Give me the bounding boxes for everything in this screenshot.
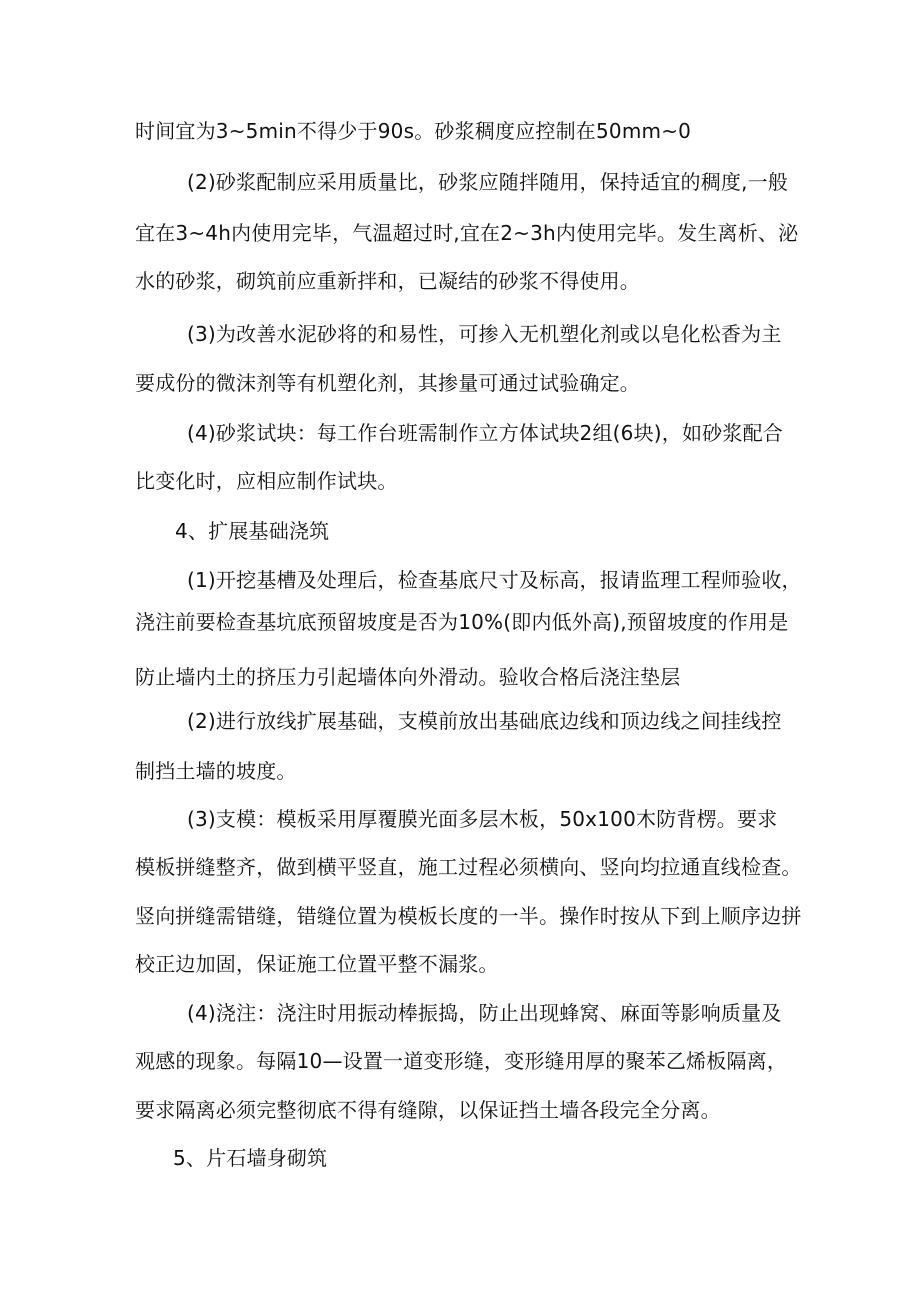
paragraph-line: (4)浇注：浇注时用振动棒振捣，防止出现蜂窝、麻面等影响质量及 [187,1001,782,1025]
paragraph-line: 要求隔离必须完整彻底不得有缝隙，以保证挡土墙各段完全分离。 [135,1098,721,1122]
paragraph-line: 要成份的微沫剂等有机塑化剂，其掺量可通过试验确定。 [135,371,640,395]
paragraph-line: 时间宜为3~5min不得少于90s。砂浆稠度应控制在50mm~0 [135,119,692,143]
paragraph-line: 模板拼缝整齐，做到横平竖直，施工过程必须横向、竖向均拉通直线检查。 [135,855,802,879]
paragraph-line: 浇注前要检查基坑底预留坡度是否为10%(即内低外高),预留坡度的作用是 [135,610,789,634]
paragraph-line: 制挡土墙的坡度。 [135,759,297,783]
paragraph-line: 比变化时，应相应制作试块。 [135,469,398,493]
paragraph-line: 宜在3~4h内使用完毕，气温超过时,宜在2~3h内使用完毕。发生离析、泌 [135,221,799,245]
paragraph-line: (4)砂浆试块：每工作台班需制作立方体试块2组(6块)，如砂浆配合 [187,421,783,445]
paragraph-line: 水的砂浆，砌筑前应重新拌和，已凝结的砂浆不得使用。 [135,269,640,293]
paragraph-line: (3)为改善水泥砂将的和易性，可掺入无机塑化剂或以皂化松香为主 [187,322,782,346]
section-heading: 5、片石墙身砌筑 [173,1146,328,1170]
paragraph-line: (1)开挖基槽及处理后，检查基底尺寸及标高，报请监理工程师验收， [187,568,802,592]
paragraph-line: 校正边加固，保证施工位置平整不漏浆。 [135,952,499,976]
paragraph-line: 观感的现象。每隔10—设置一道变形缝，变形缝用厚的聚苯乙烯板隔离， [135,1049,788,1073]
paragraph-line: 竖向拼缝需错缝，错缝位置为模板长度的一半。操作时按从下到上顺序边拼 [135,904,802,928]
paragraph-line: 防止墙内土的挤压力引起墙体向外滑动。验收合格后浇注垫层 [135,665,681,689]
paragraph-line: (2)砂浆配制应采用质量比，砂浆应随拌随用，保持适宜的稠度,一般 [187,170,789,194]
paragraph-line: (3)支模：模板采用厚覆膜光面多层木板，50x100木防背楞。要求 [187,807,778,831]
paragraph-line: (2)进行放线扩展基础，支模前放出基础底边线和顶边线之间挂线控 [187,709,782,733]
section-heading: 4、扩展基础浇筑 [175,519,330,543]
